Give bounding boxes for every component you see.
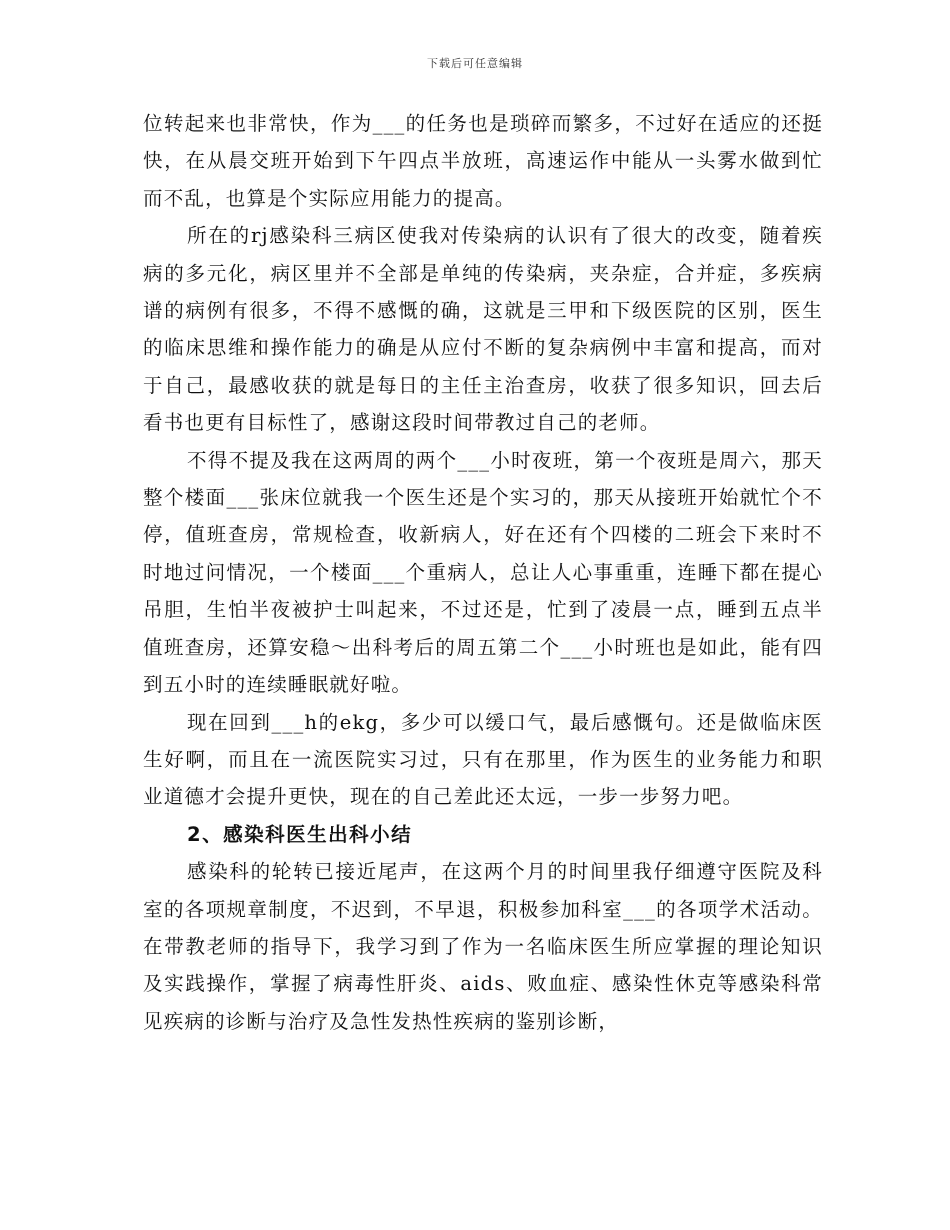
page-header: 下载后可任意编辑 bbox=[427, 57, 523, 70]
paragraph: 不得不提及我在这两周的两个___小时夜班，第一个夜班是周六，那天整个楼面___张床位就我一个医生还是个实习的，那天从接班开始就忙个不停，值班查房，常规检查，收新病人，好在还有个四楼的二班会下来时不时地过问情况，一个楼面___个重病人，总让人心事重重，连睡下都在提心吊胆，生怕半夜被护士叫起来，不过还是，忙到了凌晨一点，睡到五点半值班查房，还算安稳～出科考后的周五第二个___小时班也是如此，能有四到五小时的连续睡眠就好啦。 bbox=[143, 448, 823, 697]
document-body bbox=[143, 105, 823, 1040]
section-heading: 2、感染科医生出科小结 bbox=[187, 822, 413, 846]
paragraph-continuation: 位转起来也非常快，作为___的任务也是琐碎而繁多，不过好在适应的还挺快，在从晨交班开始到下午四点半放班，高速运作中能从一头雾水做到忙而不乱，也算是个实际应用能力的提高。 bbox=[143, 112, 823, 210]
paragraph: 现在回到___h的ekg，多少可以缓口气，最后感慨句。还是做临床医生好啊，而且在一流医院实习过，只有在那里，作为医生的业务能力和职业道德才会提升更快，现在的自己差此还太远，一步一步努力吧。 bbox=[143, 710, 823, 809]
paragraph: 所在的rj感染科三病区使我对传染病的认识有了很大的改变，随着疾病的多元化，病区里并不全部是单纯的传染病，夹杂症，合并症，多疾病谱的病例有很多，不得不感慨的确，这就是三甲和下级医院的区别，医生的临床思维和操作能力的确是从应付不断的复杂病例中丰富和提高，而对于自己，最感收获的就是每日的主任主治查房，收获了很多知识，回去后看书也更有目标性了，感谢这段时间带教过自己的老师。 bbox=[143, 224, 823, 435]
paragraph: 感染科的轮转已接近尾声，在这两个月的时间里我仔细遵守医院及科室的各项规章制度，不迟到，不早退，积极参加科室___的各项学术活动。在带教老师的指导下，我学习到了作为一名临床医生所应掌握的理论知识及实践操作，掌握了病毒性肝炎、aids、败血症、感染性休克等感染科常见疾病的诊断与治疗及急性发热性疾病的鉴别诊断， bbox=[143, 860, 823, 1033]
